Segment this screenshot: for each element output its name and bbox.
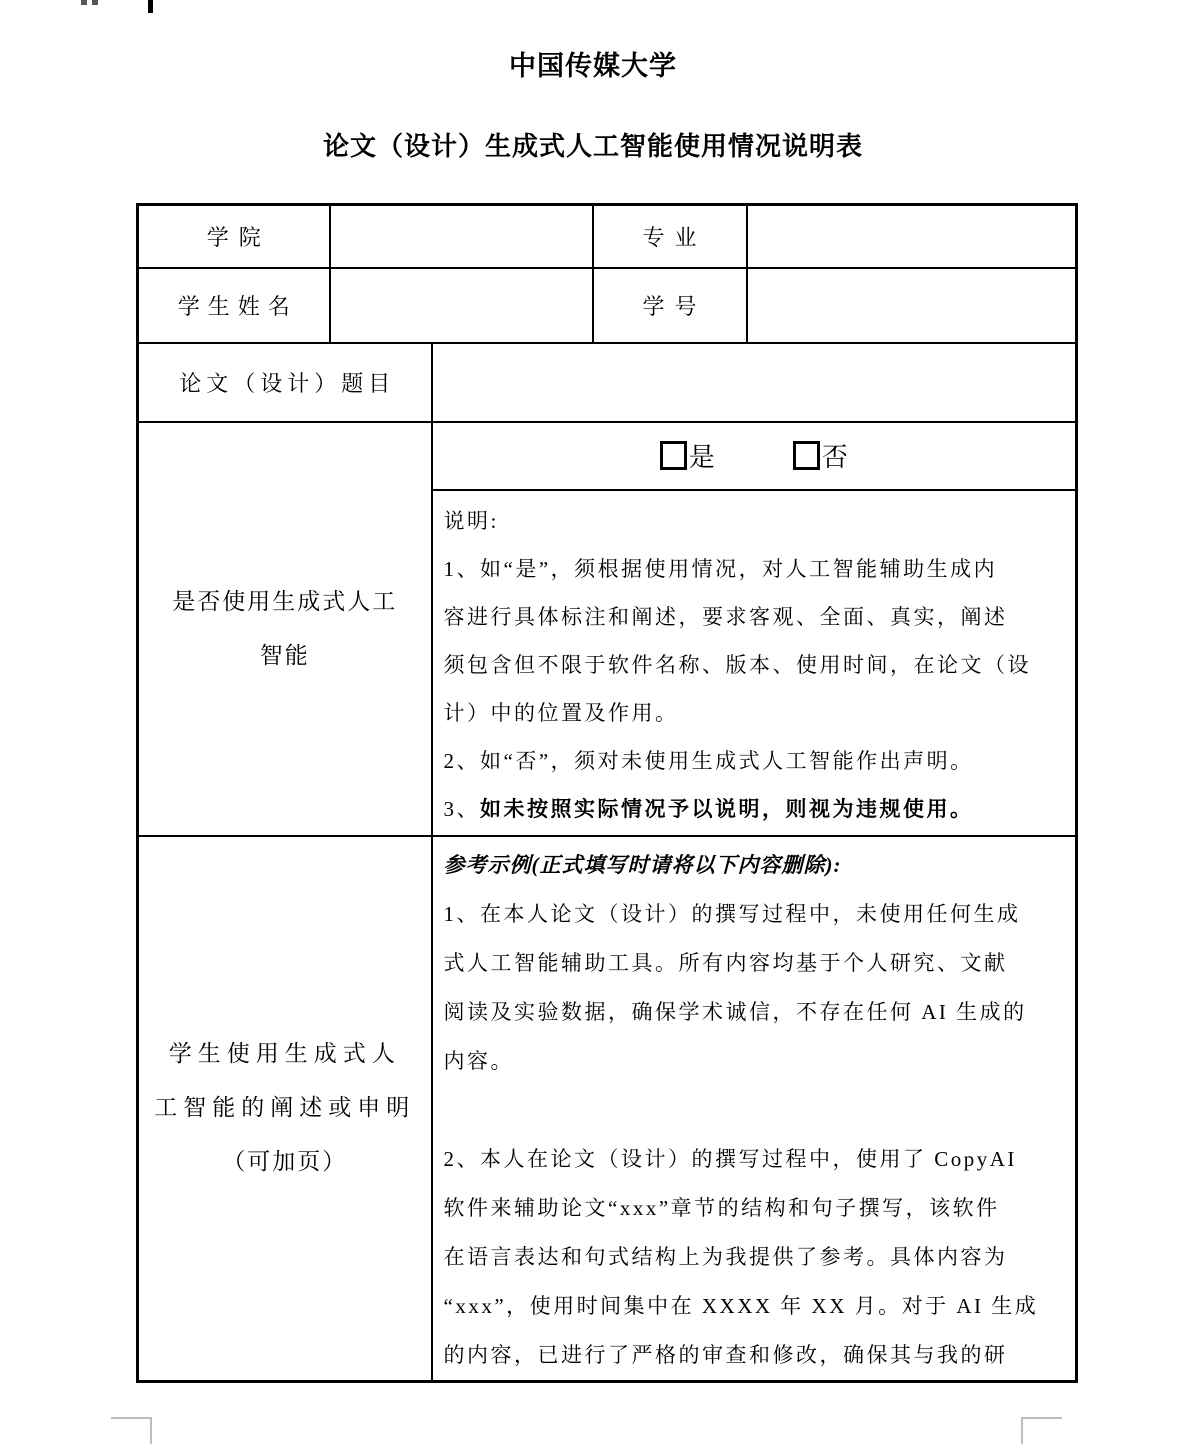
text-cursor	[148, 0, 153, 13]
page-edge-mark	[81, 0, 87, 5]
warning-text: 如未按照实际情况予以说明，则视为违规使用。	[480, 796, 974, 821]
thesis-title-input[interactable]	[432, 343, 1077, 422]
ai-usage-form-table	[136, 203, 1078, 1383]
ai-used-label-line2: 智能	[259, 642, 310, 668]
ai-used-label	[138, 422, 432, 836]
example-line: 1、在本人论文（设计）的撰写过程中，未使用任何生成	[443, 901, 1021, 926]
statement-label	[138, 836, 432, 1382]
next-page-corner-mark-right	[1021, 1417, 1062, 1444]
example-line: “xxx”，使用时间集中在 XXXX 年 XX 月。对于 AI 生成	[443, 1293, 1039, 1318]
student-name-label: 学生姓名	[138, 268, 330, 343]
statement-label-line2: 工智能的阐述或申明	[154, 1095, 416, 1120]
statement-label-line3: （可加页）	[222, 1149, 348, 1174]
ai-used-checkbox-cell	[432, 422, 1077, 490]
example-line: 式人工智能辅助工具。所有内容均基于个人研究、文献	[443, 950, 1008, 975]
example-line: 的内容，已进行了严格的审查和修改，确保其与我的研	[443, 1342, 1008, 1367]
example-line: 2、本人在论文（设计）的撰写过程中，使用了 CopyAI	[443, 1146, 1017, 1171]
example-line: 内容。	[443, 1048, 514, 1073]
example-line: 阅读及实验数据，确保学术诚信，不存在任何 AI 生成的	[443, 999, 1027, 1024]
row-statement	[138, 836, 1077, 1382]
instructions-line: 计）中的位置及作用。	[443, 700, 679, 725]
row-college-major	[138, 205, 1077, 268]
college-label: 学院	[138, 205, 330, 268]
page-subtitle: 论文（设计）生成式人工智能使用情况说明表	[322, 131, 863, 161]
next-page-corner-mark-left	[111, 1417, 152, 1444]
row-thesis-title	[138, 343, 1077, 422]
checkbox-no-label: 否	[821, 443, 848, 472]
student-id-input[interactable]	[747, 268, 1077, 343]
page-edge-mark	[92, 0, 98, 5]
example-line-blank	[444, 1086, 1068, 1135]
example-line: 软件来辅助论文“xxx”章节的结构和句子撰写，该软件	[443, 1195, 1000, 1220]
checkbox-yes-box[interactable]	[660, 441, 687, 470]
major-input[interactable]	[747, 205, 1077, 268]
row-ai-used-checkboxes	[138, 422, 1077, 490]
page-title: 中国传媒大学	[509, 51, 677, 81]
student-name-input[interactable]	[330, 268, 593, 343]
instructions-line: 2、如“否”，须对未使用生成式人工智能作出声明。	[443, 748, 974, 773]
instructions-line: 须包含但不限于软件名称、版本、使用时间，在论文（设	[443, 652, 1031, 677]
instructions-line: 1、如“是”，须根据使用情况，对人工智能辅助生成内	[443, 556, 998, 581]
major-label: 专业	[593, 205, 747, 268]
ai-used-label-line1: 是否使用生成式人工	[172, 588, 398, 614]
statement-cell[interactable]	[432, 836, 1077, 1382]
thesis-title-label: 论文（设计）题目	[138, 343, 432, 422]
checkbox-yes-label: 是	[688, 443, 715, 472]
college-input[interactable]	[330, 205, 593, 268]
row-name-id	[138, 268, 1077, 343]
checkbox-yes[interactable]	[660, 437, 715, 474]
instructions-warning-line	[444, 785, 1068, 833]
checkbox-no[interactable]	[793, 437, 848, 474]
instructions-cell	[432, 490, 1077, 836]
student-id-label: 学号	[593, 268, 747, 343]
statement-label-line1: 学生使用生成式人	[168, 1041, 401, 1066]
instructions-line: 容进行具体标注和阐述，要求客观、全面、真实，阐述	[443, 604, 1008, 629]
example-line: 在语言表达和句式结构上为我提供了参考。具体内容为	[443, 1244, 1008, 1269]
warning-prefix: 3、	[443, 796, 480, 821]
example-title: 参考示例(正式填写时请将以下内容删除):	[443, 852, 842, 877]
instructions-title: 说明:	[443, 508, 499, 533]
checkbox-no-box[interactable]	[793, 441, 820, 470]
